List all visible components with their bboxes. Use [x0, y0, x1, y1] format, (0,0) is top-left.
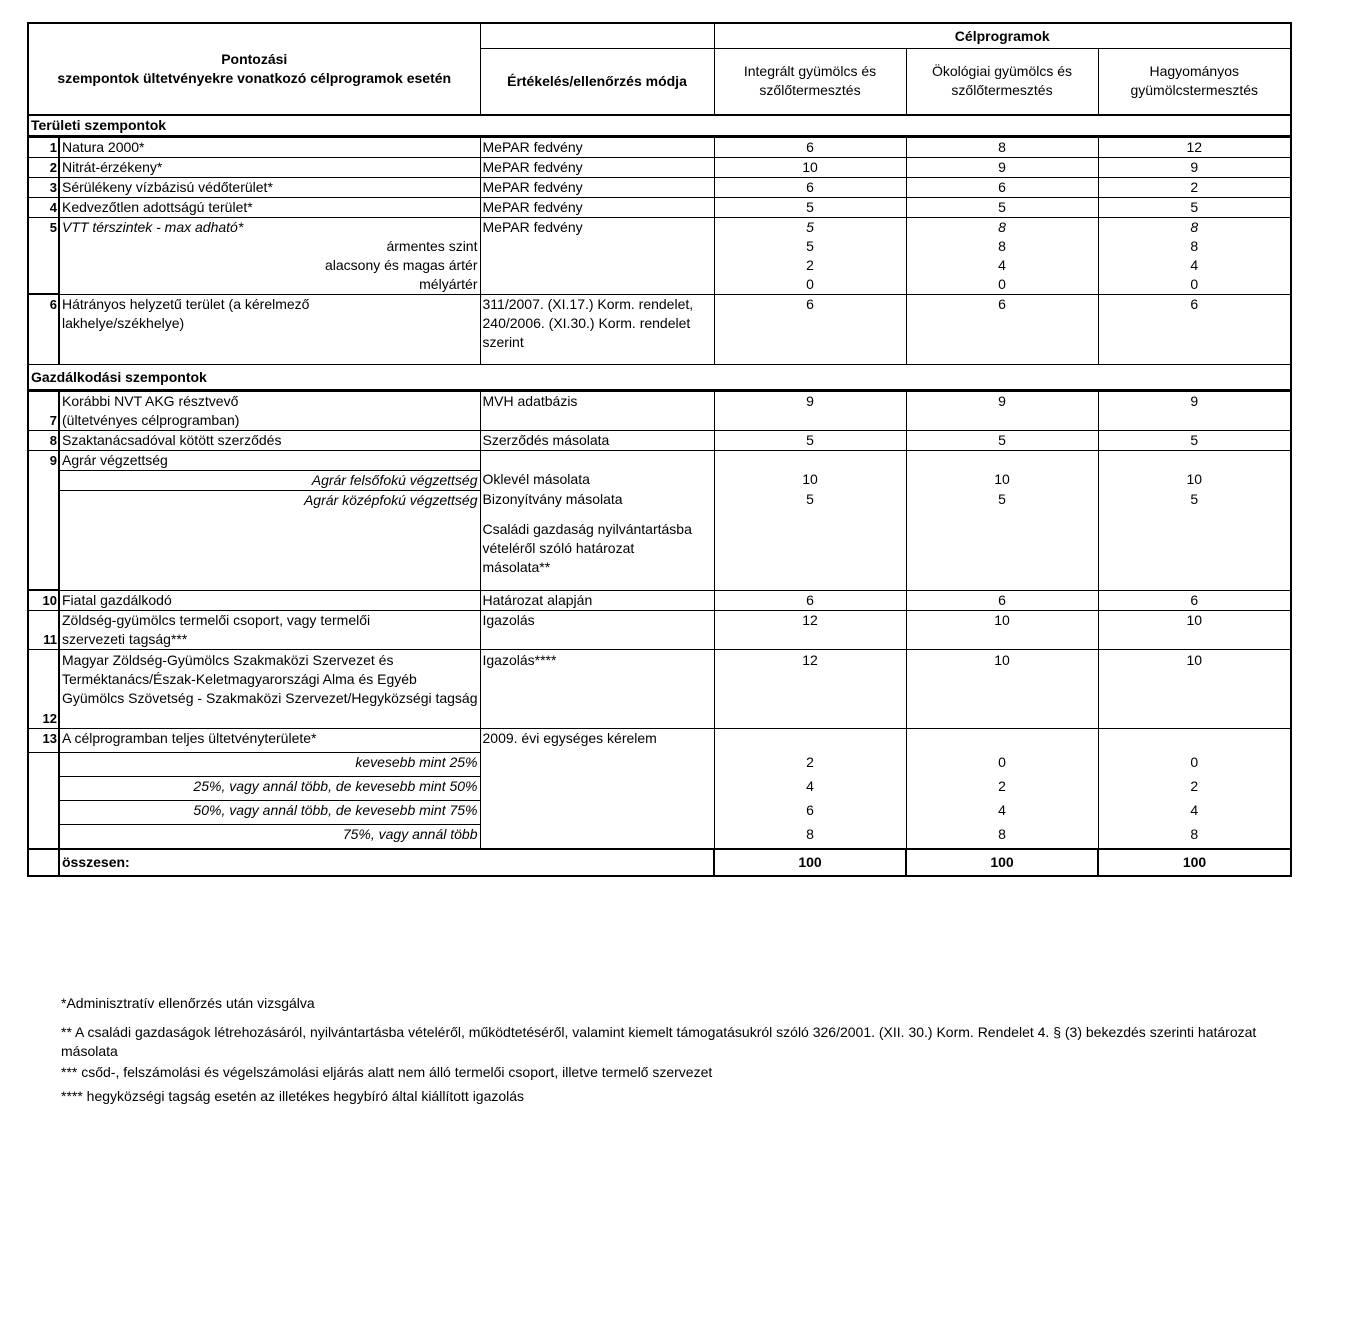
table-row: 7 Korábbi NVT AKG résztvevő (ültetvényes célprogramban) MVH adatbázis 9 9 9: [28, 390, 1291, 430]
col-integrated-header: Integrált gyümölcs és szőlőtermesztés: [714, 49, 906, 115]
footnotes: [61, 994, 1301, 1111]
table-row: 8 Szaktanácsadóval kötött szerződés Szerződés másolata 5 5 5: [28, 430, 1291, 450]
programs-header: Célprogramok: [714, 23, 1291, 49]
table-row: 4 Kedvezőtlen adottságú terület* MePAR fedvény 5 5 5: [28, 197, 1291, 217]
table-row: 11 Zöldség-gyümölcs termelői csoport, vagy termelői szervezeti tagság*** Igazolás 12 10 10: [28, 611, 1291, 650]
table-row: 25%, vagy annál több, de kevesebb mint 50% 4 2 2: [28, 777, 1291, 801]
table-row: Agrár felsőfokú végzettség Oklevél másolata 10 10 10: [28, 470, 1291, 490]
footnote: *** csőd-, felszámolási és végelszámolási eljárás alatt nem álló termelői csoport, illetve termelő szervezet: [61, 1064, 713, 1080]
footnote: *Adminisztratív ellenőrzés után vizsgálva: [61, 995, 315, 1011]
table-row: alacsony és magas ártér 2 4 4: [28, 256, 1291, 275]
footnote: ** A családi gazdaságok létrehozásáról, nyilvántartásba vételéről, működtetéséről, valamint kiemelt támogatásukról szóló 326/2001. (XII. 30.) Korm. Rendelet 4. § (3) bekezdés szerinti határozat másolata: [61, 1024, 1257, 1059]
col-traditional-header: Hagyományos gyümölcstermesztés: [1098, 49, 1291, 115]
table-row: mélyártér 0 0 0: [28, 275, 1291, 295]
table-row: ármentes szint 5 8 8: [28, 237, 1291, 256]
table-row: 75%, vagy annál több 8 8 8: [28, 825, 1291, 850]
col-organic-header: Ökológiai gyümölcs és szőlőtermesztés: [906, 49, 1098, 115]
table-row: 2 Nitrát-érzékeny* MePAR fedvény 10 9 9: [28, 157, 1291, 177]
section-territorial: Területi szempontok: [28, 115, 1291, 137]
table-row: 5 VTT térszintek - max adható* MePAR fedvény 5 8 8: [28, 217, 1291, 237]
table-row: kevesebb mint 25% 2 0 0: [28, 753, 1291, 777]
table-row: 6 Hátrányos helyzetű terület (a kérelmező lakhelye/székhelye) 311/2007. (XI.17.) Korm. rendelet, 240/2006. (XI.30.) Korm. rendelet szerint 6 6 6: [28, 294, 1291, 364]
table-row: 50%, vagy annál több, de kevesebb mint 75% 6 4 4: [28, 801, 1291, 825]
section-farming: Gazdálkodási szempontok: [28, 364, 1291, 390]
table-row: 13 A célprogramban teljes ültetvényterülete* 2009. évi egységes kérelem: [28, 729, 1291, 753]
table-row: 9 Agrár végzettség: [28, 450, 1291, 470]
footnote: **** hegyközségi tagság esetén az illetékes hegybíró által kiállított igazolás: [61, 1088, 525, 1104]
total-row: összesen: 100 100 100: [28, 849, 1291, 876]
method-header: Értékelés/ellenőrzés módja: [480, 49, 714, 115]
table-row: 1 Natura 2000* MePAR fedvény 6 8 12: [28, 136, 1291, 157]
scoring-table: [27, 22, 1292, 877]
table-row: 3 Sérülékeny vízbázisú védőterület* MePAR fedvény 6 6 2: [28, 177, 1291, 197]
table-row: 10 Fiatal gazdálkodó Határozat alapján 6 6 6: [28, 590, 1291, 611]
criteria-header: Pontozási szempontok ültetvényekre vonatkozó célprogramok esetén: [28, 23, 480, 115]
method-header-top: [480, 23, 714, 49]
table-row: Családi gazdaság nyilvántartásba vételéről szóló határozat másolata**: [28, 510, 1291, 591]
table-row: Agrár középfokú végzettség Bizonyítvány másolata 5 5 5: [28, 490, 1291, 510]
table-row: 12 Magyar Zöldség-Gyümölcs Szakmaközi Szervezet és Terméktanács/Észak-Keletmagyarországi Alma és Egyéb Gyümölcs Szövetség - Szakmaközi Szervezet/Hegyközségi tagság Igazolás**** 12 10 10: [28, 650, 1291, 729]
